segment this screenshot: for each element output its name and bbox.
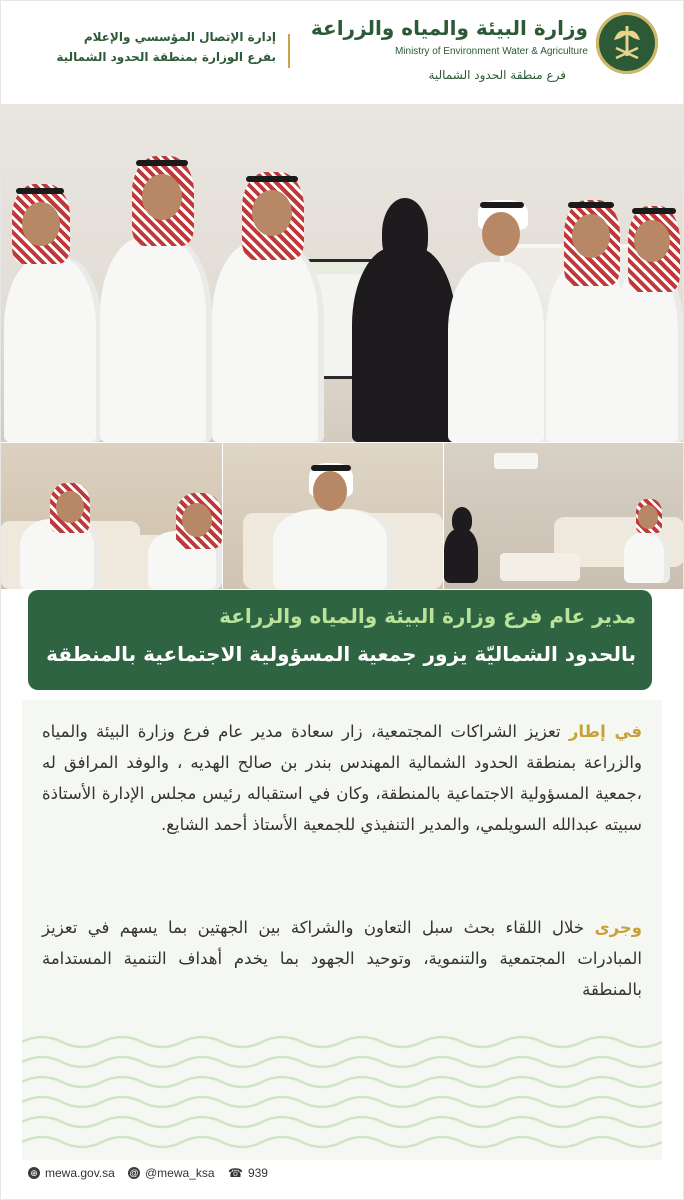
website-text: mewa.gov.sa: [45, 1166, 115, 1180]
ministry-name-ar: وزارة البيئة والمياه والزراعة: [310, 16, 588, 40]
paragraph-1-lead: في إطار: [568, 722, 642, 741]
paragraph-1-text: تعزيز الشراكات المجتمعية، زار سعادة مدير عام فرع وزارة البيئة والمياه والزراعة بمنطقة الحدود الشمالية المهندس بندر بن صالح الهديه ، والوفد المرافق له ،جمعية المسؤولية الاجتماعية بالمنطقة، وكان في استقباله رئيس مجلس الإدارة الأستاذة سبيته عبدالله السويلمي، والمدير التنفيذي للجمعية الأستاذ أحمد الشايع.: [42, 722, 642, 834]
paragraph-2-text: خلال اللقاء بحث سبل التعاون والشراكة بين الجهتين بما يسهم في تعزيز المبادرات المجتمعية والتنموية، وتوحيد الجهود بما يخدم أهداف التنمية المستدامة بالمنطقة: [42, 918, 642, 999]
social-handle-text: @mewa_ksa: [145, 1166, 215, 1180]
globe-icon: ⊕: [28, 1167, 40, 1179]
phone-text: 939: [247, 1166, 268, 1180]
department-branch: بفرع الوزارة بمنطقة الحدود الشمالية: [56, 50, 276, 64]
at-sign-icon: @: [129, 1168, 139, 1178]
paragraph-2-lead: وجرى: [594, 918, 642, 937]
branch-name: فرع منطقة الحدود الشمالية: [428, 68, 566, 82]
ministry-name-en: Ministry of Environment Water & Agriculture: [394, 46, 588, 57]
department-name: إدارة الإتصال المؤسسي والإعلام: [83, 30, 276, 44]
phone-icon: ☎: [228, 1166, 243, 1180]
headline-line-2: بالحدود الشماليّة يزور جمعية المسؤولية الاجتماعية بالمنطقة: [46, 642, 636, 666]
headline-line-1: مدير عام فرع وزارة البيئة والمياه والزراعة: [219, 604, 636, 628]
